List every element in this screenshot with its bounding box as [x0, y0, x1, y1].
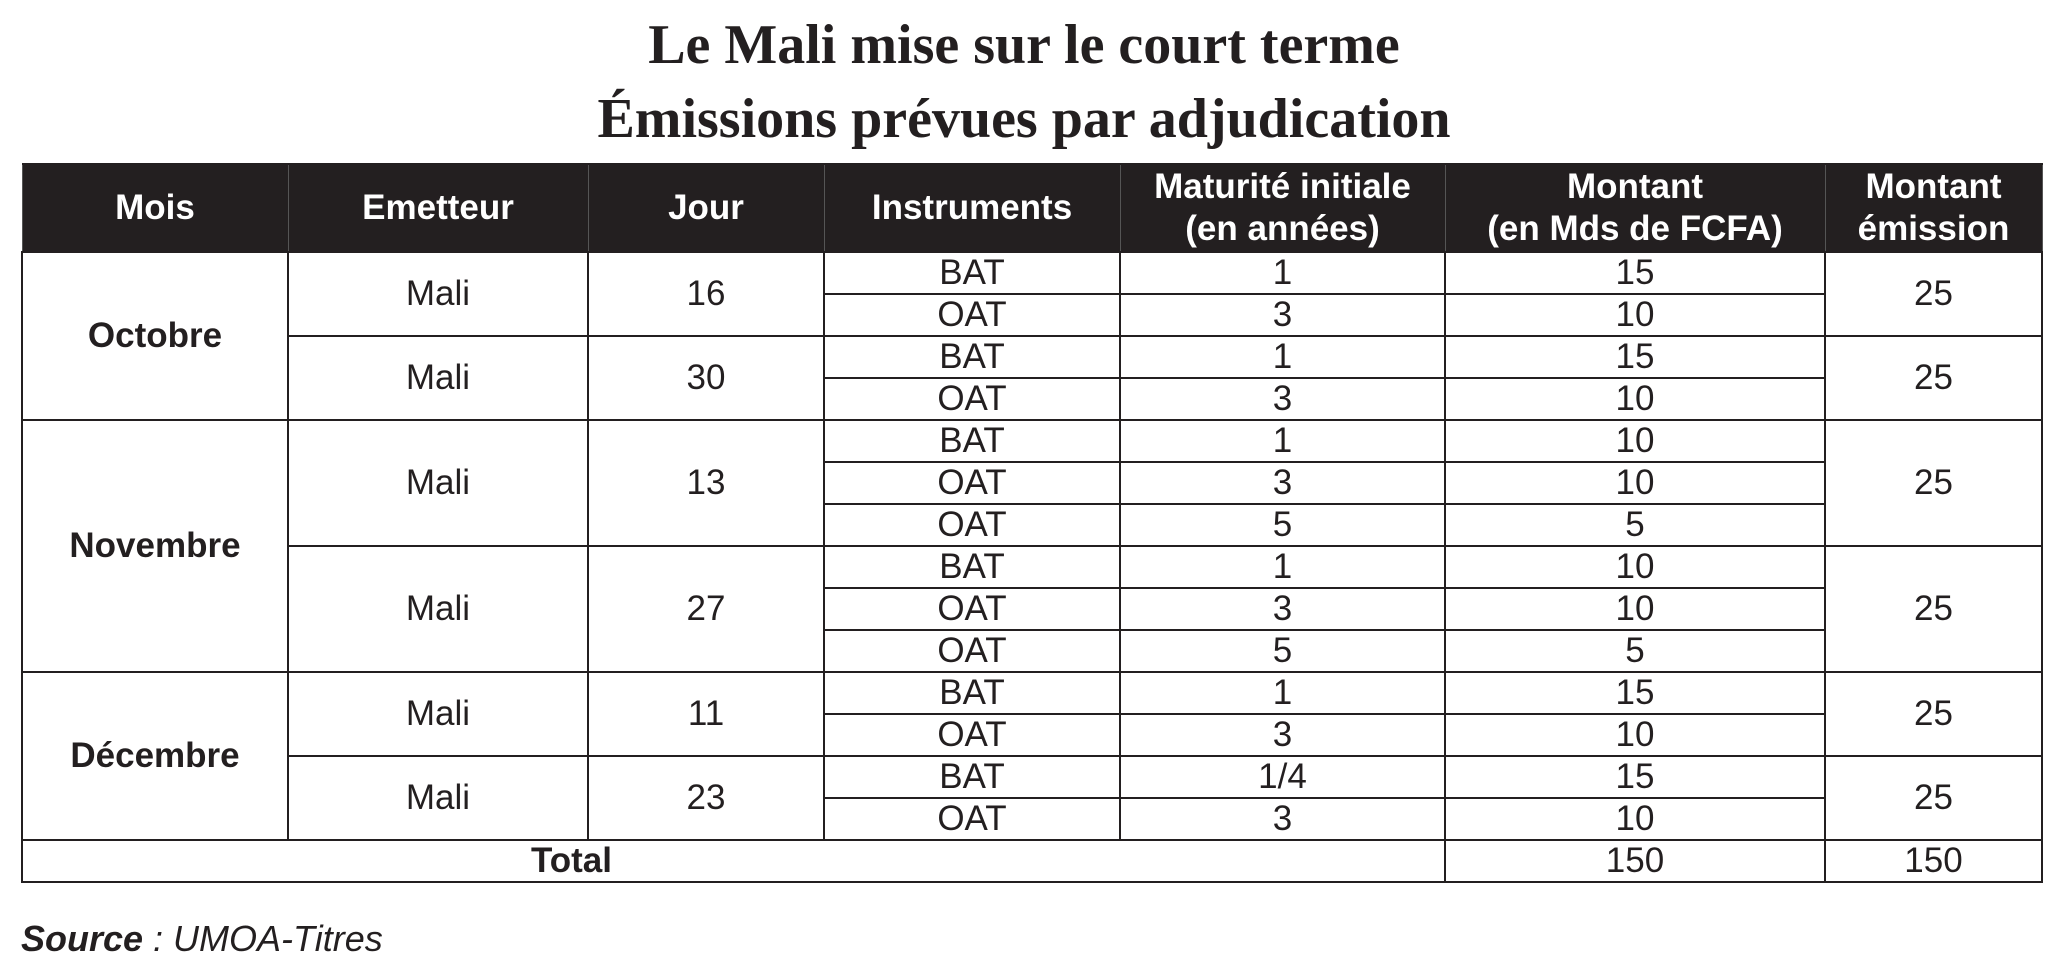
maturite-cell: 1: [1120, 420, 1445, 462]
maturite-cell: 1/4: [1120, 756, 1445, 798]
jour-cell: 11: [588, 672, 824, 756]
table-body: [22, 252, 2042, 840]
maturite-cell: 3: [1120, 714, 1445, 756]
month-cell: Octobre: [22, 252, 288, 420]
montant-cell: 15: [1445, 252, 1825, 294]
source-text: : UMOA-Titres: [143, 918, 383, 959]
emission-cell: 25: [1825, 336, 2042, 420]
instrument-cell: OAT: [824, 294, 1120, 336]
header-montant: [1445, 164, 1825, 252]
montant-cell: 15: [1445, 336, 1825, 378]
emission-cell: 25: [1825, 252, 2042, 336]
table-row: [22, 420, 2042, 462]
total-label: Total: [22, 840, 1120, 882]
table-row: [22, 672, 2042, 714]
montant-cell: 10: [1445, 546, 1825, 588]
jour-cell: 13: [588, 420, 824, 546]
instrument-cell: OAT: [824, 714, 1120, 756]
header-jour: Jour: [588, 164, 824, 252]
maturite-cell: 1: [1120, 672, 1445, 714]
maturite-cell: 1: [1120, 336, 1445, 378]
emetteur-cell: Mali: [288, 420, 588, 546]
montant-cell: 5: [1445, 504, 1825, 546]
table-row: [22, 336, 2042, 378]
instrument-cell: BAT: [824, 672, 1120, 714]
instrument-cell: OAT: [824, 462, 1120, 504]
jour-cell: 27: [588, 546, 824, 672]
maturite-cell: 3: [1120, 588, 1445, 630]
maturite-cell: 1: [1120, 546, 1445, 588]
header-montant-line1: Montant: [1566, 167, 1704, 206]
emetteur-cell: Mali: [288, 756, 588, 840]
header-mois: Mois: [22, 164, 288, 252]
table-row: [22, 252, 2042, 294]
instrument-cell: BAT: [824, 756, 1120, 798]
title-block: [0, 8, 2048, 156]
instrument-cell: OAT: [824, 378, 1120, 420]
total-row: [22, 840, 2042, 882]
montant-cell: 10: [1445, 588, 1825, 630]
emetteur-cell: Mali: [288, 252, 588, 336]
instrument-cell: BAT: [824, 336, 1120, 378]
maturite-cell: 3: [1120, 798, 1445, 840]
total-montant: 150: [1445, 840, 1825, 882]
jour-cell: 23: [588, 756, 824, 840]
emission-cell: 25: [1825, 672, 2042, 756]
header-maturite-line2: (en années): [1185, 209, 1380, 248]
montant-cell: 10: [1445, 798, 1825, 840]
emetteur-cell: Mali: [288, 546, 588, 672]
total-emission: 150: [1825, 840, 2042, 882]
montant-cell: 10: [1445, 294, 1825, 336]
emission-cell: 25: [1825, 756, 2042, 840]
header-instruments: Instruments: [824, 164, 1120, 252]
montant-cell: 5: [1445, 630, 1825, 672]
montant-cell: 15: [1445, 672, 1825, 714]
emission-cell: 25: [1825, 420, 2042, 546]
header-montant-line2: (en Mds de FCFA): [1487, 209, 1783, 248]
jour-cell: 30: [588, 336, 824, 420]
instrument-cell: OAT: [824, 504, 1120, 546]
header-maturite: [1120, 164, 1445, 252]
header-emission-line2: émission: [1857, 209, 2010, 248]
maturite-cell: 1: [1120, 252, 1445, 294]
montant-cell: 10: [1445, 714, 1825, 756]
total-empty-cell: [1120, 840, 1445, 882]
header-row: [22, 164, 2042, 252]
source-note: [21, 914, 383, 964]
instrument-cell: OAT: [824, 588, 1120, 630]
jour-cell: 16: [588, 252, 824, 336]
instrument-cell: OAT: [824, 798, 1120, 840]
maturite-cell: 3: [1120, 378, 1445, 420]
table-row: [22, 756, 2042, 798]
emetteur-cell: Mali: [288, 672, 588, 756]
header-emission-line1: Montant: [1865, 167, 2002, 206]
instrument-cell: BAT: [824, 252, 1120, 294]
emetteur-cell: Mali: [288, 336, 588, 420]
emission-cell: 25: [1825, 546, 2042, 672]
header-emetteur: Emetteur: [288, 164, 588, 252]
page-title: Le Mali mise sur le court terme: [648, 14, 1400, 76]
month-cell: Novembre: [22, 420, 288, 672]
montant-cell: 10: [1445, 378, 1825, 420]
auctions-table: [21, 163, 2043, 883]
source-label: Source: [21, 918, 144, 959]
header-maturite-line1: Maturité initiale: [1154, 167, 1411, 206]
maturite-cell: 5: [1120, 504, 1445, 546]
instrument-cell: OAT: [824, 630, 1120, 672]
header-emission: [1825, 164, 2042, 252]
maturite-cell: 3: [1120, 462, 1445, 504]
montant-cell: 15: [1445, 756, 1825, 798]
table-row: [22, 546, 2042, 588]
instrument-cell: BAT: [824, 546, 1120, 588]
montant-cell: 10: [1445, 462, 1825, 504]
instrument-cell: BAT: [824, 420, 1120, 462]
maturite-cell: 3: [1120, 294, 1445, 336]
month-cell: Décembre: [22, 672, 288, 840]
page-subtitle: Émissions prévues par adjudication: [597, 88, 1451, 150]
maturite-cell: 5: [1120, 630, 1445, 672]
montant-cell: 10: [1445, 420, 1825, 462]
